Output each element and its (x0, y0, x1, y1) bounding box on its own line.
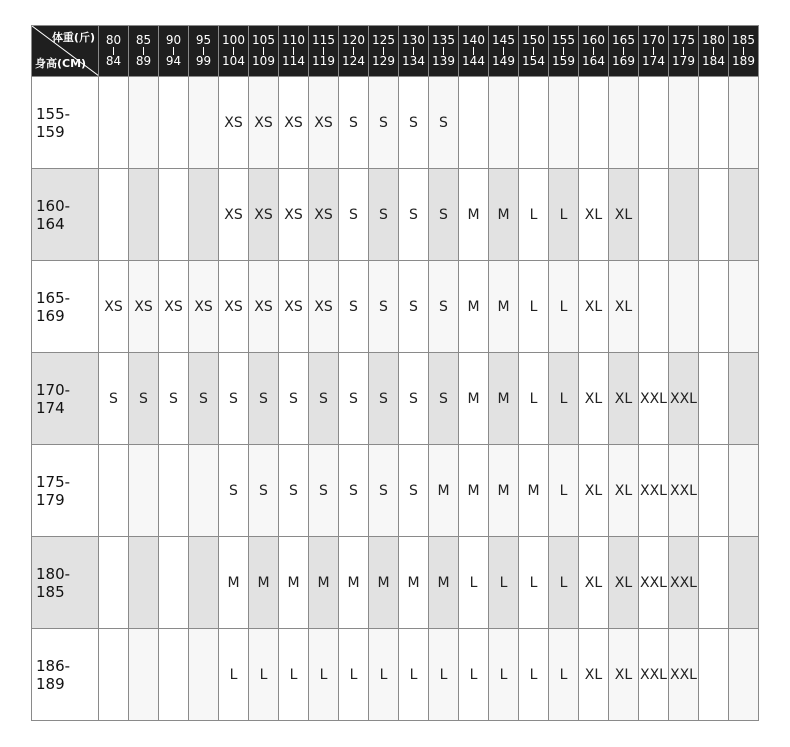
size-cell (129, 629, 159, 721)
weight-to: 84 (105, 54, 122, 68)
weight-from: 95 (195, 33, 212, 47)
size-cell: S (339, 77, 369, 169)
size-cell: XXL (669, 537, 699, 629)
size-cell (99, 77, 129, 169)
size-cell (129, 77, 159, 169)
size-cell: S (399, 77, 429, 169)
size-cell: L (549, 629, 579, 721)
size-cell: S (309, 445, 339, 537)
size-cell: S (339, 169, 369, 261)
size-cell: S (369, 261, 399, 353)
weight-to: 184 (702, 54, 725, 68)
size-cell (699, 353, 729, 445)
size-cell: XS (99, 261, 129, 353)
size-cell: XXL (639, 629, 669, 721)
size-cell: M (459, 445, 489, 537)
size-cell: S (429, 169, 459, 261)
size-cell: L (339, 629, 369, 721)
size-cell (129, 169, 159, 261)
weight-from: 160 (582, 33, 605, 47)
size-cell: S (369, 445, 399, 537)
size-cell: M (249, 537, 279, 629)
weight-to: 189 (732, 54, 755, 68)
weight-to: 179 (672, 54, 695, 68)
weight-to: 119 (312, 54, 335, 68)
size-cell: XS (279, 261, 309, 353)
size-cell: XXL (639, 445, 669, 537)
size-cell (729, 353, 759, 445)
weight-from: 175 (672, 33, 695, 47)
size-cell (159, 537, 189, 629)
weight-from: 110 (282, 33, 305, 47)
weight-from: 130 (402, 33, 425, 47)
size-cell: S (309, 353, 339, 445)
size-cell: S (339, 445, 369, 537)
size-cell: L (519, 169, 549, 261)
size-cell (159, 169, 189, 261)
weight-range-header (249, 26, 279, 77)
weight-range-header (279, 26, 309, 77)
size-cell: L (279, 629, 309, 721)
size-cell (579, 77, 609, 169)
weight-range-header (129, 26, 159, 77)
size-cell: XL (609, 629, 639, 721)
weight-range-header (579, 26, 609, 77)
size-cell (699, 537, 729, 629)
weight-range-header (189, 26, 219, 77)
size-cell (729, 77, 759, 169)
size-cell: S (429, 353, 459, 445)
size-table (31, 25, 759, 721)
size-chart (31, 25, 759, 721)
weight-from: 135 (432, 33, 455, 47)
size-cell: L (249, 629, 279, 721)
height-range-label: 170-174 (32, 353, 99, 445)
weight-to: 114 (282, 54, 305, 68)
size-cell: S (249, 353, 279, 445)
size-cell: XL (609, 261, 639, 353)
weight-range-header (669, 26, 699, 77)
table-row (32, 261, 759, 353)
size-cell (729, 445, 759, 537)
weight-range-header (219, 26, 249, 77)
size-cell (99, 169, 129, 261)
size-cell: XS (249, 261, 279, 353)
weight-range-header (729, 26, 759, 77)
size-cell: S (429, 77, 459, 169)
size-cell (189, 77, 219, 169)
size-cell: L (459, 629, 489, 721)
size-cell: M (429, 445, 459, 537)
size-cell: XXL (669, 629, 699, 721)
size-cell (669, 169, 699, 261)
weight-from: 145 (492, 33, 515, 47)
weight-range-header (99, 26, 129, 77)
size-cell (159, 629, 189, 721)
size-cell (189, 537, 219, 629)
size-cell: L (309, 629, 339, 721)
size-cell: XL (609, 169, 639, 261)
weight-from: 85 (135, 33, 152, 47)
weight-from: 155 (552, 33, 575, 47)
size-cell: XS (159, 261, 189, 353)
height-range-label: 175-179 (32, 445, 99, 537)
weight-range-header (609, 26, 639, 77)
size-cell (459, 77, 489, 169)
size-cell: XS (189, 261, 219, 353)
size-cell: XL (609, 353, 639, 445)
size-cell: XS (249, 77, 279, 169)
weight-from: 90 (165, 33, 182, 47)
size-cell: S (399, 353, 429, 445)
weight-to: 129 (372, 54, 395, 68)
size-cell: XS (279, 77, 309, 169)
size-cell: L (459, 537, 489, 629)
size-cell (699, 445, 729, 537)
size-cell: S (399, 169, 429, 261)
size-cell: M (399, 537, 429, 629)
weight-to: 124 (342, 54, 365, 68)
size-cell: L (519, 537, 549, 629)
weight-to: 134 (402, 54, 425, 68)
size-cell: XS (129, 261, 159, 353)
size-cell: S (129, 353, 159, 445)
size-cell: L (429, 629, 459, 721)
size-cell (189, 169, 219, 261)
size-cell: L (549, 261, 579, 353)
table-row (32, 537, 759, 629)
size-cell: S (429, 261, 459, 353)
weight-to: 99 (195, 54, 212, 68)
height-range-label: 155-159 (32, 77, 99, 169)
size-cell: S (249, 445, 279, 537)
size-cell: S (399, 445, 429, 537)
size-cell: XL (579, 169, 609, 261)
size-cell: M (309, 537, 339, 629)
weight-from: 105 (252, 33, 275, 47)
weight-to: 144 (462, 54, 485, 68)
height-axis-label: 身高(CM) (35, 57, 87, 70)
size-cell: L (519, 629, 549, 721)
size-cell (639, 77, 669, 169)
size-cell: L (549, 537, 579, 629)
size-cell: M (489, 353, 519, 445)
size-cell (189, 445, 219, 537)
size-cell: S (339, 353, 369, 445)
size-cell (639, 261, 669, 353)
size-cell: L (489, 629, 519, 721)
size-cell: S (369, 77, 399, 169)
size-cell (129, 445, 159, 537)
size-cell: XL (579, 629, 609, 721)
size-cell (669, 77, 699, 169)
weight-from: 115 (312, 33, 335, 47)
size-cell (669, 261, 699, 353)
size-cell: M (369, 537, 399, 629)
weight-from: 140 (462, 33, 485, 47)
size-cell: XS (309, 169, 339, 261)
size-cell (489, 77, 519, 169)
size-cell (699, 77, 729, 169)
weight-to: 164 (582, 54, 605, 68)
height-range-label: 165-169 (32, 261, 99, 353)
size-cell: S (219, 445, 249, 537)
size-cell: S (279, 445, 309, 537)
weight-range-header (399, 26, 429, 77)
size-cell: M (279, 537, 309, 629)
size-cell: M (219, 537, 249, 629)
weight-from: 165 (612, 33, 635, 47)
size-cell (729, 261, 759, 353)
size-cell (699, 261, 729, 353)
weight-from: 120 (342, 33, 365, 47)
size-cell: M (489, 261, 519, 353)
size-cell: L (399, 629, 429, 721)
size-cell: M (429, 537, 459, 629)
height-range-label: 186-189 (32, 629, 99, 721)
size-cell: L (219, 629, 249, 721)
weight-range-header (429, 26, 459, 77)
weight-to: 169 (612, 54, 635, 68)
size-cell: XS (309, 77, 339, 169)
weight-range-header (699, 26, 729, 77)
size-cell: XL (609, 537, 639, 629)
size-cell: S (369, 169, 399, 261)
size-cell: XS (249, 169, 279, 261)
height-range-label: 180-185 (32, 537, 99, 629)
size-cell: XL (579, 261, 609, 353)
size-cell (639, 169, 669, 261)
weight-from: 185 (732, 33, 755, 47)
size-cell: S (219, 353, 249, 445)
size-cell: L (519, 353, 549, 445)
size-cell (549, 77, 579, 169)
size-cell: XXL (669, 353, 699, 445)
size-cell: XS (279, 169, 309, 261)
size-cell (699, 629, 729, 721)
size-cell: XL (579, 353, 609, 445)
size-cell: M (459, 261, 489, 353)
size-cell: L (369, 629, 399, 721)
table-row (32, 629, 759, 721)
size-cell: M (519, 445, 549, 537)
size-cell: XXL (639, 537, 669, 629)
size-cell: S (99, 353, 129, 445)
size-cell (699, 169, 729, 261)
weight-from: 170 (642, 33, 665, 47)
size-cell (729, 169, 759, 261)
size-cell: L (519, 261, 549, 353)
size-cell: XS (309, 261, 339, 353)
size-cell: S (339, 261, 369, 353)
header-row (32, 26, 759, 77)
weight-to: 89 (135, 54, 152, 68)
weight-to: 159 (552, 54, 575, 68)
weight-from: 125 (372, 33, 395, 47)
size-cell (99, 537, 129, 629)
size-cell (729, 629, 759, 721)
corner-header (32, 26, 99, 77)
size-cell (129, 537, 159, 629)
size-cell: M (459, 353, 489, 445)
size-cell: S (279, 353, 309, 445)
weight-range-header (369, 26, 399, 77)
size-cell: XXL (669, 445, 699, 537)
weight-to: 109 (252, 54, 275, 68)
size-cell: M (339, 537, 369, 629)
size-cell: XL (579, 445, 609, 537)
size-cell: XXL (639, 353, 669, 445)
size-cell: L (489, 537, 519, 629)
size-cell (189, 629, 219, 721)
table-row (32, 77, 759, 169)
size-cell: XL (609, 445, 639, 537)
weight-to: 94 (165, 54, 182, 68)
size-cell: L (549, 445, 579, 537)
size-cell (159, 445, 189, 537)
size-cell: S (189, 353, 219, 445)
table-row (32, 445, 759, 537)
weight-range-header (459, 26, 489, 77)
weight-range-header (339, 26, 369, 77)
size-cell: L (549, 169, 579, 261)
size-cell: XS (219, 169, 249, 261)
size-cell: S (159, 353, 189, 445)
weight-from: 80 (105, 33, 122, 47)
size-cell: S (399, 261, 429, 353)
size-cell (519, 77, 549, 169)
weight-range-header (159, 26, 189, 77)
weight-range-header (519, 26, 549, 77)
size-cell: XS (219, 261, 249, 353)
size-cell: M (489, 445, 519, 537)
weight-to: 104 (222, 54, 245, 68)
weight-range-header (549, 26, 579, 77)
table-row (32, 353, 759, 445)
weight-to: 154 (522, 54, 545, 68)
size-cell: XL (579, 537, 609, 629)
height-range-label: 160-164 (32, 169, 99, 261)
weight-to: 149 (492, 54, 515, 68)
size-cell: S (369, 353, 399, 445)
size-cell: M (459, 169, 489, 261)
weight-range-header (489, 26, 519, 77)
weight-from: 180 (702, 33, 725, 47)
size-cell: M (489, 169, 519, 261)
weight-from: 100 (222, 33, 245, 47)
weight-to: 174 (642, 54, 665, 68)
table-row (32, 169, 759, 261)
weight-from: 150 (522, 33, 545, 47)
weight-range-header (639, 26, 669, 77)
weight-to: 139 (432, 54, 455, 68)
weight-range-header (309, 26, 339, 77)
size-cell (729, 537, 759, 629)
weight-axis-label: 体重(斤) (51, 31, 95, 44)
size-cell: XS (219, 77, 249, 169)
size-cell: L (549, 353, 579, 445)
size-cell (609, 77, 639, 169)
size-cell (99, 445, 129, 537)
size-cell (99, 629, 129, 721)
size-cell (159, 77, 189, 169)
